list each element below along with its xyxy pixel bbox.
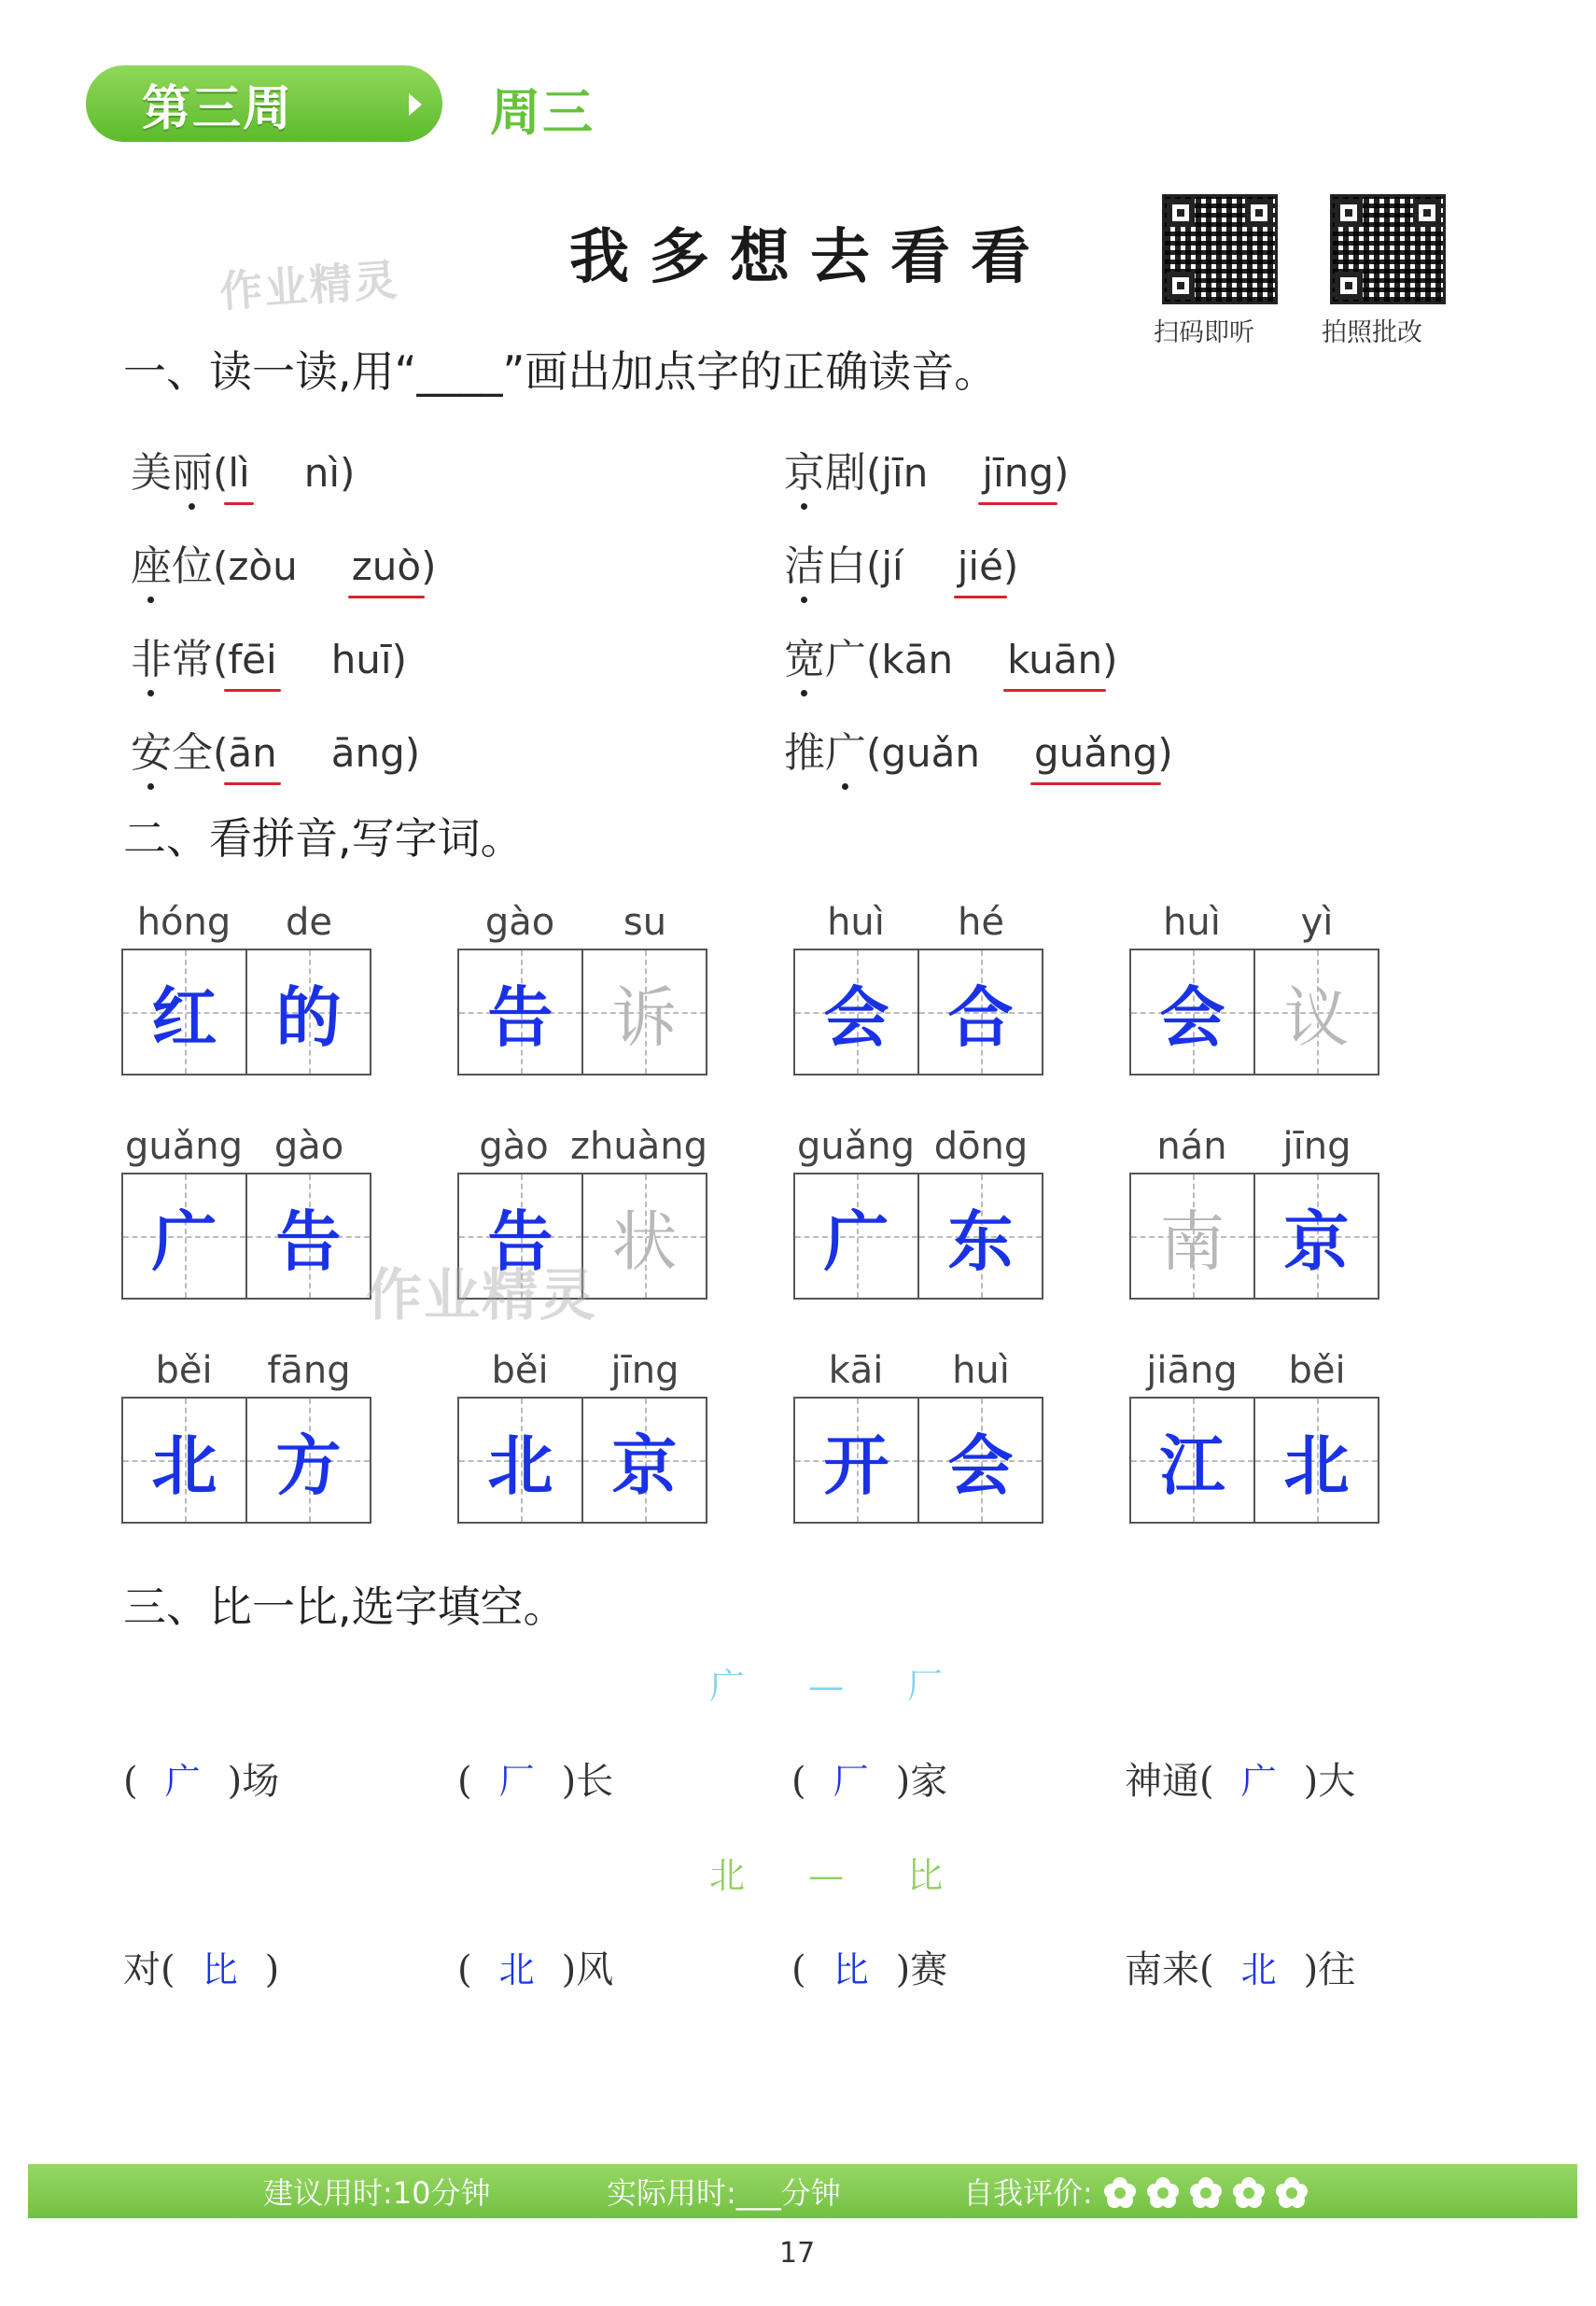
- fill-prefix: (: [123, 1760, 138, 1803]
- watermark-top: 作业精灵: [217, 254, 400, 317]
- fill-suffix: )风: [561, 1948, 614, 1991]
- week-badge: [86, 65, 442, 142]
- fill-blank-item: [457, 1940, 613, 1993]
- pinyin-syllable: hóng: [136, 901, 231, 944]
- correct-pinyin-option[interactable]: zuò: [351, 543, 422, 589]
- word-char: 常: [172, 636, 213, 683]
- writing-cell[interactable]: [459, 950, 581, 1074]
- word-writing-box: [457, 896, 707, 1076]
- writing-cell[interactable]: [1253, 950, 1378, 1074]
- fill-answer[interactable]: 广: [1240, 1761, 1277, 1802]
- fill-prefix: (: [791, 1760, 806, 1803]
- word-char: 剧: [825, 449, 866, 497]
- pinyin-option[interactable]: huī: [330, 637, 392, 682]
- tianzige-grid: [121, 1173, 371, 1300]
- handwritten-char: 会: [947, 1426, 1014, 1504]
- flower-icon[interactable]: [1147, 2177, 1179, 2209]
- fill-prefix: (: [457, 1948, 472, 1991]
- writing-cell[interactable]: [795, 1399, 917, 1522]
- handwritten-char: 红: [151, 977, 217, 1056]
- fill-suffix: )家: [895, 1760, 948, 1803]
- handwritten-char: 合: [947, 977, 1014, 1056]
- flower-icon[interactable]: [1233, 2177, 1265, 2209]
- word-char: 京: [784, 449, 825, 497]
- actual-time: 实际用时:___分钟: [607, 2175, 841, 2211]
- fill-prefix: (: [457, 1760, 472, 1803]
- word-writing-box: [457, 1344, 707, 1524]
- footer-bar: [28, 2164, 1577, 2218]
- writing-cell[interactable]: [1131, 1399, 1253, 1522]
- fill-suffix: )赛: [895, 1948, 948, 1991]
- fill-suffix: )往: [1303, 1948, 1356, 1991]
- pinyin-option[interactable]: kān: [881, 637, 954, 682]
- fill-suffix: )大: [1303, 1760, 1356, 1803]
- fill-blank-item: [1125, 1751, 1355, 1805]
- self-evaluation: [963, 2170, 1308, 2213]
- qr-finder: [1335, 199, 1363, 227]
- word-writing-box: [1129, 896, 1379, 1076]
- paren-open: (: [866, 637, 882, 682]
- qr-label-grade: 拍照批改: [1322, 318, 1422, 347]
- paren-open: (: [213, 637, 229, 682]
- printed-char: 南: [1159, 1202, 1225, 1280]
- pronunciation-item: [131, 626, 407, 685]
- part3-heading: 三、比一比,选字填空。: [123, 1582, 567, 1632]
- tianzige-grid: [793, 1397, 1043, 1524]
- arrow-right-icon: [409, 93, 422, 116]
- tianzige-grid: [1129, 1397, 1379, 1524]
- pinyin-row: [457, 896, 707, 949]
- suggested-time: 建议用时:10分钟: [263, 2175, 491, 2211]
- word-char: 白: [825, 542, 866, 590]
- word-char: 宽: [784, 636, 825, 683]
- paren-close: ): [1102, 637, 1118, 682]
- word-writing-box: [121, 1344, 371, 1524]
- printed-char: 状: [611, 1202, 678, 1280]
- word-writing-box: [1129, 1344, 1379, 1524]
- correct-pinyin-option[interactable]: kuān: [1007, 637, 1103, 682]
- paren-open: (: [213, 450, 229, 496]
- pinyin-syllable: de: [286, 901, 332, 944]
- paren-open: (: [866, 543, 882, 589]
- fill-answer[interactable]: 北: [1240, 1949, 1277, 1990]
- pinyin-syllable: gào: [479, 1125, 549, 1168]
- writing-cell[interactable]: [795, 950, 917, 1074]
- qr-code-icon[interactable]: [1162, 194, 1278, 304]
- handwritten-char: 东: [947, 1202, 1014, 1280]
- qr-finder: [1167, 199, 1195, 227]
- pinyin-row: [121, 1344, 371, 1397]
- word-char: 广: [825, 636, 866, 683]
- paren-close: ): [1002, 543, 1019, 589]
- pinyin-syllable: yì: [1300, 901, 1334, 944]
- handwritten-char: 广: [151, 1202, 217, 1280]
- fill-blank-item: [123, 1940, 279, 1993]
- word-char: 推: [784, 729, 825, 777]
- pronunciation-item: [131, 532, 437, 592]
- handwritten-char: 江: [1159, 1426, 1225, 1504]
- pinyin-option[interactable]: zòu: [228, 543, 298, 589]
- fill-blank-item: [457, 1751, 613, 1805]
- watermark-middle: 作业精灵: [366, 1263, 597, 1329]
- pinyin-syllable: běi: [155, 1349, 213, 1392]
- pinyin-syllable: guǎng: [125, 1125, 243, 1168]
- pinyin-syllable: kāi: [828, 1349, 884, 1392]
- pinyin-option[interactable]: jīn: [881, 450, 929, 496]
- handwritten-char: 京: [1283, 1202, 1350, 1280]
- word-char: 洁: [784, 542, 825, 590]
- pinyin-syllable: huì: [1163, 901, 1221, 944]
- week-label: 第三周: [142, 80, 294, 137]
- pronunciation-item: [784, 439, 1069, 499]
- tianzige-grid: [457, 949, 707, 1076]
- pinyin-syllable: běi: [491, 1349, 549, 1392]
- tianzige-grid: [1129, 949, 1379, 1076]
- pinyin-syllable: zhuàng: [570, 1125, 707, 1168]
- word-char: 位: [172, 542, 213, 590]
- pinyin-row: [121, 1120, 371, 1173]
- correct-pinyin-option[interactable]: lì: [228, 450, 250, 496]
- writing-cell[interactable]: [1131, 1174, 1253, 1298]
- part2-heading: 二、看拼音,写字词。: [123, 813, 524, 864]
- pinyin-row: [457, 1120, 707, 1173]
- paren-close: ): [1157, 730, 1173, 776]
- writing-cell[interactable]: [1253, 1399, 1378, 1522]
- writing-cell[interactable]: [1131, 950, 1253, 1074]
- writing-cell[interactable]: [123, 950, 245, 1074]
- fill-answer[interactable]: 广: [164, 1761, 201, 1802]
- fill-answer[interactable]: 北: [498, 1949, 535, 1990]
- pinyin-row: [457, 1344, 707, 1397]
- writing-cell[interactable]: [123, 1399, 245, 1522]
- pinyin-syllable: běi: [1288, 1349, 1346, 1392]
- fill-suffix: )长: [561, 1760, 614, 1803]
- pinyin-syllable: jiāng: [1146, 1349, 1238, 1392]
- word-writing-box: [793, 896, 1043, 1076]
- paren-close: ): [340, 450, 356, 496]
- fill-blank-item: [1125, 1940, 1355, 1993]
- word-char: 安: [131, 729, 172, 777]
- paren-close: ): [404, 730, 421, 776]
- pinyin-syllable: dōng: [933, 1125, 1029, 1168]
- pinyin-row: [793, 1120, 1043, 1173]
- writing-cell[interactable]: [917, 1174, 1042, 1298]
- handwritten-char: 的: [275, 977, 342, 1056]
- pinyin-row: [121, 896, 371, 949]
- handwritten-char: 方: [275, 1426, 342, 1504]
- pinyin-syllable: fāng: [267, 1349, 351, 1392]
- pronunciation-item: [131, 439, 355, 499]
- correct-pinyin-option[interactable]: ān: [228, 730, 277, 776]
- fill-blank-item: [791, 1751, 947, 1805]
- qr-finder: [1413, 199, 1441, 227]
- fill-prefix: 南来(: [1125, 1948, 1214, 1991]
- pinyin-row: [1129, 896, 1379, 949]
- writing-cell[interactable]: [245, 950, 370, 1074]
- paren-close: ): [391, 637, 407, 682]
- fill-blank-item: [791, 1940, 947, 1993]
- pinyin-row: [793, 896, 1043, 949]
- handwritten-char: 告: [487, 977, 553, 1056]
- pinyin-syllable: huì: [827, 901, 885, 944]
- pinyin-syllable: hé: [958, 901, 1004, 944]
- writing-cell[interactable]: [459, 1399, 581, 1522]
- writing-cell[interactable]: [795, 1174, 917, 1298]
- page-number: 17: [779, 2237, 816, 2270]
- fill-suffix: )场: [227, 1760, 280, 1803]
- handwritten-char: 开: [823, 1426, 889, 1504]
- writing-cell[interactable]: [581, 950, 706, 1074]
- writing-cell[interactable]: [917, 950, 1042, 1074]
- paren-open: (: [866, 450, 882, 496]
- tianzige-grid: [121, 949, 371, 1076]
- writing-cell[interactable]: [581, 1399, 706, 1522]
- handwritten-char: 告: [275, 1202, 342, 1280]
- flower-icon[interactable]: [1104, 2177, 1136, 2209]
- qr-code-icon[interactable]: [1330, 194, 1446, 304]
- pronunciation-item: [784, 626, 1117, 685]
- fill-prefix: (: [791, 1948, 806, 1991]
- handwritten-char: 北: [1283, 1426, 1350, 1504]
- correct-pinyin-option[interactable]: fēi: [228, 637, 277, 682]
- pinyin-syllable: gào: [273, 1125, 344, 1168]
- char-pair: 广 — 厂: [709, 1666, 970, 1707]
- handwritten-char: 会: [823, 977, 889, 1056]
- self-evaluation-label: 自我评价:: [963, 2175, 1093, 2211]
- word-writing-box: [1129, 1120, 1379, 1300]
- handwritten-char: 广: [823, 1202, 889, 1280]
- correct-pinyin-option[interactable]: jīng: [982, 450, 1054, 496]
- rating-flowers[interactable]: [1093, 2175, 1308, 2211]
- writing-cell[interactable]: [245, 1399, 370, 1522]
- fill-suffix: ): [264, 1948, 280, 1991]
- qr-label-listen: 扫码即听: [1154, 318, 1254, 347]
- pinyin-option[interactable]: guǎn: [881, 730, 981, 776]
- tianzige-grid: [1129, 1173, 1379, 1300]
- word-char: 美: [131, 449, 172, 497]
- qr-finder: [1245, 199, 1273, 227]
- word-char: 非: [131, 636, 172, 683]
- pinyin-syllable: guǎng: [797, 1125, 915, 1168]
- pinyin-syllable: jīng: [610, 1349, 679, 1392]
- handwritten-char: 告: [487, 1202, 553, 1280]
- writing-cell[interactable]: [245, 1174, 370, 1298]
- handwritten-char: 会: [1159, 977, 1225, 1056]
- word-writing-box: [793, 1344, 1043, 1524]
- tianzige-grid: [121, 1397, 371, 1524]
- fill-prefix: 对(: [123, 1948, 175, 1991]
- fill-prefix: 神通(: [1125, 1760, 1214, 1803]
- paren-open: (: [213, 543, 229, 589]
- qr-finder: [1335, 272, 1363, 300]
- day-label: 周三: [490, 83, 595, 142]
- pinyin-syllable: huì: [952, 1349, 1010, 1392]
- word-writing-box: [793, 1120, 1043, 1300]
- pinyin-row: [1129, 1344, 1379, 1397]
- handwritten-char: 京: [611, 1426, 678, 1504]
- pinyin-syllable: gào: [484, 901, 555, 944]
- pronunciation-item: [784, 719, 1173, 779]
- pinyin-row: [1129, 1120, 1379, 1173]
- word-char: 全: [172, 729, 213, 777]
- correct-pinyin-option[interactable]: jié: [957, 543, 1003, 589]
- word-char: 座: [131, 542, 172, 590]
- word-char: 广: [825, 729, 866, 777]
- handwritten-char: 北: [151, 1426, 217, 1504]
- paren-close: ): [1053, 450, 1070, 496]
- printed-char: 诉: [611, 978, 678, 1056]
- fill-answer[interactable]: 比: [833, 1949, 869, 1990]
- pinyin-syllable: su: [623, 901, 667, 944]
- pinyin-syllable: jīng: [1282, 1125, 1351, 1168]
- pinyin-row: [793, 1344, 1043, 1397]
- pronunciation-item: [131, 719, 420, 779]
- fill-answer[interactable]: 比: [202, 1949, 238, 1990]
- writing-cell[interactable]: [581, 1174, 706, 1298]
- paren-open: (: [866, 730, 882, 776]
- pinyin-option[interactable]: nì: [303, 450, 341, 496]
- part1-heading: 一、读一读,用“____”画出加点字的正确读音。: [123, 346, 998, 397]
- tianzige-grid: [793, 949, 1043, 1076]
- paren-close: ): [421, 543, 437, 589]
- handwritten-char: 北: [487, 1426, 553, 1504]
- pinyin-option[interactable]: āng: [330, 730, 405, 776]
- flower-icon[interactable]: [1190, 2177, 1222, 2209]
- writing-cell[interactable]: [917, 1399, 1042, 1522]
- correct-pinyin-option[interactable]: guǎng: [1034, 730, 1158, 776]
- word-writing-box: [121, 1120, 371, 1300]
- word-char: 丽: [172, 449, 213, 497]
- fill-answer[interactable]: 厂: [833, 1761, 869, 1802]
- tianzige-grid: [457, 1397, 707, 1524]
- pinyin-syllable: nán: [1156, 1125, 1227, 1168]
- lesson-title: 我多想去看看: [569, 222, 1051, 292]
- fill-blank-item: [123, 1751, 279, 1805]
- writing-cell[interactable]: [123, 1174, 245, 1298]
- fill-answer[interactable]: 厂: [498, 1761, 535, 1802]
- char-pair: 北 — 比: [709, 1855, 970, 1896]
- pronunciation-item: [784, 532, 1018, 592]
- printed-char: 议: [1283, 978, 1350, 1056]
- qr-finder: [1167, 272, 1195, 300]
- writing-cell[interactable]: [1253, 1174, 1378, 1298]
- pinyin-option[interactable]: jí: [881, 543, 903, 589]
- flower-icon[interactable]: [1276, 2177, 1308, 2209]
- tianzige-grid: [793, 1173, 1043, 1300]
- paren-open: (: [213, 730, 229, 776]
- word-writing-box: [121, 896, 371, 1076]
